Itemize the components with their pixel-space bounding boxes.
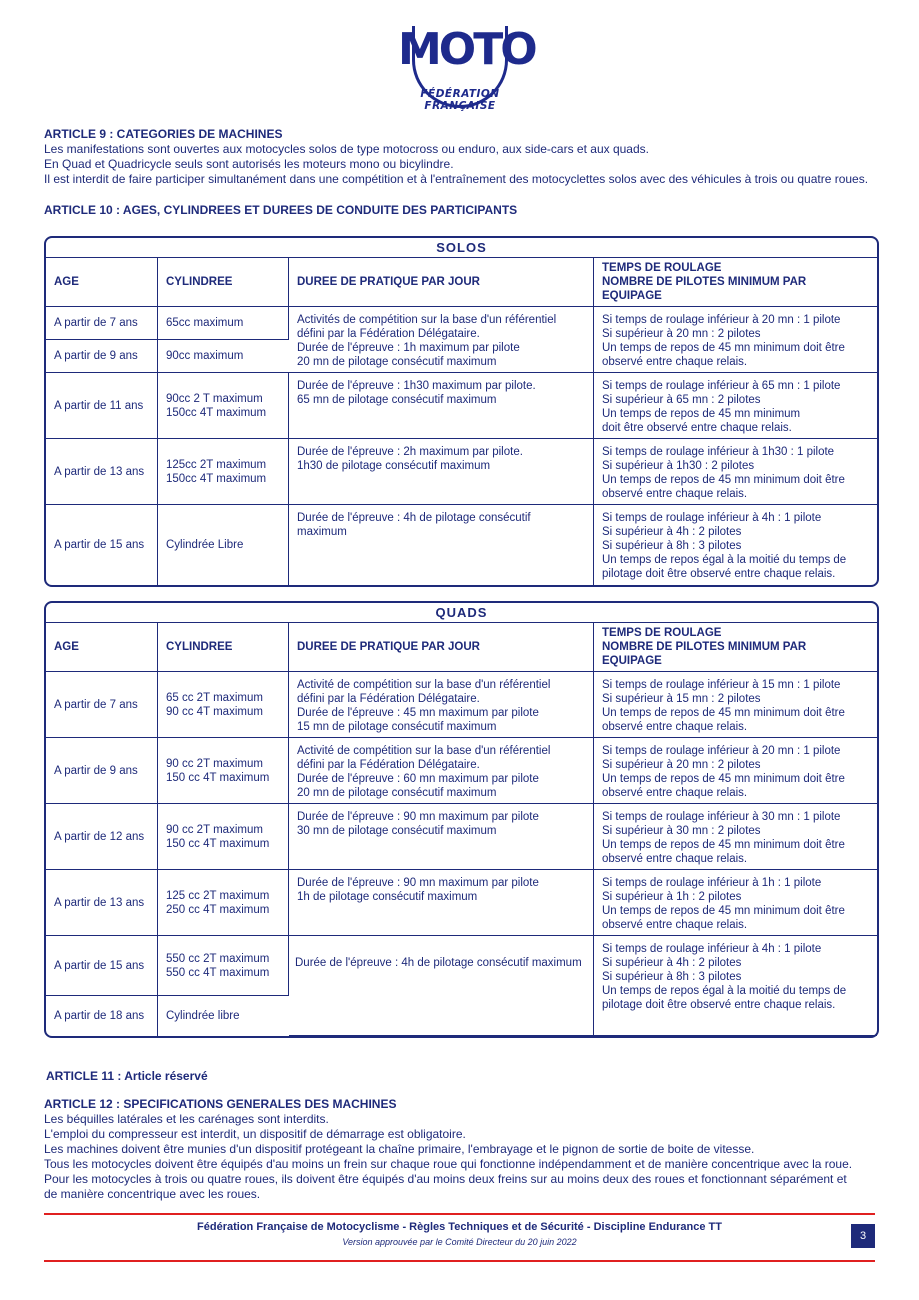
cell-line: Si supérieur à 15 mn : 2 pilotes xyxy=(602,693,761,705)
solos-cyl xyxy=(158,439,289,505)
solos-cyl xyxy=(158,373,289,439)
cell-line: 1h de pilotage consécutif maximum xyxy=(297,891,478,903)
cell-line: Si supérieur à 20 mn : 2 pilotes xyxy=(602,759,761,771)
cell-line: observé entre chaque relais. xyxy=(602,488,748,500)
header-duree: DUREE DE PRATIQUE PAR JOUR xyxy=(289,258,594,307)
cell-line: Si supérieur à 1h30 : 2 pilotes xyxy=(602,460,755,472)
cell-line: observé entre chaque relais. xyxy=(602,853,748,865)
article-12-line: Tous les motocycles doivent être équipés d'au moins un frein sur chaque roue qui fonctionne indépendamment et de manière concentrique avec la roue. xyxy=(44,1157,853,1171)
solos-duree xyxy=(289,439,594,505)
cell-line: observé entre chaque relais. xyxy=(602,919,748,931)
header-temps xyxy=(594,258,877,307)
article-12-title: ARTICLE 12 : SPECIFICATIONS GENERALES DES MACHINES xyxy=(44,1097,397,1111)
cell-line: Si supérieur à 8h : 3 pilotes xyxy=(602,971,742,983)
article-12 xyxy=(44,1097,852,1202)
cell-line: Si temps de roulage inférieur à 15 mn : 1 pilote xyxy=(602,679,841,691)
cell-line: 30 mn de pilotage consécutif maximum xyxy=(297,825,497,837)
solos-age: A partir de 11 ans xyxy=(46,373,158,439)
quads-temps xyxy=(594,738,877,804)
article-11 xyxy=(46,1069,208,1084)
solos-table xyxy=(44,236,879,587)
logo-line2: FRANÇAISE xyxy=(424,100,496,112)
cell-line: 90 cc 2T maximum xyxy=(166,757,263,770)
cell-line: Un temps de repos de 45 mn minimum doit être xyxy=(602,839,845,851)
quads-temps xyxy=(594,870,877,936)
header-temps-line2: NOMBRE DE PILOTES MINIMUM PAR EQUIPAGE xyxy=(602,641,807,667)
cell-line: Durée de l'épreuve : 2h maximum par pilote. xyxy=(297,446,523,458)
quads-temps xyxy=(594,672,877,738)
cell-line: 250 cc 4T maximum xyxy=(166,903,270,916)
cell-line: 65 mn de pilotage consécutif maximum xyxy=(297,394,497,406)
solos-cyl: 90cc maximum xyxy=(158,340,289,373)
cell-line: 125cc 2T maximum xyxy=(166,458,267,471)
cell-line: Un temps de repos de 45 mn minimum doit être xyxy=(602,773,845,785)
cell-line: pilotage doit être observé entre chaque relais. xyxy=(602,999,836,1011)
quads-duree xyxy=(289,738,594,804)
cell-line: 550 cc 2T maximum xyxy=(166,952,270,965)
header-temps xyxy=(594,623,877,672)
quads-age: A partir de 12 ans xyxy=(46,804,158,870)
article-9 xyxy=(44,127,868,187)
quads-cyl xyxy=(158,804,289,870)
cell-line: 550 cc 4T maximum xyxy=(166,966,270,979)
cell-line: Durée de l'épreuve : 1h30 maximum par pilote. xyxy=(297,380,536,392)
article-9-line: En Quad et Quadricycle seuls sont autorisés les moteurs mono ou bicylindre. xyxy=(44,157,454,171)
cell-line: Un temps de repos égal à la moitié du temps de xyxy=(602,554,847,566)
cell-line: Un temps de repos égal à la moitié du temps de xyxy=(602,985,847,997)
footer-subtitle: Version approuvée par le Comité Directeur du 20 juin 2022 xyxy=(342,1237,577,1247)
article-12-line: L'emploi du compresseur est interdit, un dispositif de démarrage est obligatoire. xyxy=(44,1127,466,1141)
cell-line: observé entre chaque relais. xyxy=(602,721,748,733)
quads-cyl: Cylindrée libre xyxy=(166,1010,240,1022)
article-10-title: ARTICLE 10 : AGES, CYLINDREES ET DUREES DE CONDUITE DES PARTICIPANTS xyxy=(44,203,518,217)
quads-age: A partir de 13 ans xyxy=(46,870,158,936)
footer-title: Fédération Française de Motocyclisme - Règles Techniques et de Sécurité - Discipline Endurance TT xyxy=(197,1221,722,1233)
header-temps-line1: TEMPS DE ROULAGE xyxy=(602,262,722,274)
quads-age: A partir de 9 ans xyxy=(46,738,158,804)
cell-line: Si temps de roulage inférieur à 20 mn : 1 pilote xyxy=(602,745,841,757)
quads-temps xyxy=(594,804,877,870)
quads-duree xyxy=(289,936,594,1036)
cell-line: 90 cc 4T maximum xyxy=(166,705,263,718)
cell-line: 150 cc 4T maximum xyxy=(166,771,270,784)
logo-line1: FÉDÉRATION xyxy=(420,88,500,100)
footer-bottom-rule xyxy=(44,1260,875,1262)
article-12-line: Pour les motocycles à trois ou quatre roues, ils doivent être équipés d'au moins deux freins sur au moins deux des roues et fonctionnant séparément et xyxy=(44,1172,847,1186)
cell-line: Si temps de roulage inférieur à 20 mn : 1 pilote xyxy=(602,314,841,326)
quads-age: A partir de 18 ans xyxy=(46,996,158,1036)
cell-line: Durée de l'épreuve : 45 mn maximum par pilote xyxy=(297,707,539,719)
solos-age: A partir de 15 ans xyxy=(46,505,158,585)
cell-line: Un temps de repos de 45 mn minimum doit être xyxy=(602,342,845,354)
quads-duree xyxy=(289,672,594,738)
quads-cyl xyxy=(158,870,289,936)
cell-line: observé entre chaque relais. xyxy=(602,356,748,368)
cell-line: Si temps de roulage inférieur à 1h : 1 pilote xyxy=(602,877,822,889)
cell-line: Durée de l'épreuve : 4h de pilotage consécutif xyxy=(297,512,531,524)
header-cylindree: CYLINDREE xyxy=(158,623,289,672)
cell-line: Durée de l'épreuve : 90 mn maximum par pilote xyxy=(297,811,539,823)
cell-line: Si temps de roulage inférieur à 30 mn : 1 pilote xyxy=(602,811,841,823)
solos-age: A partir de 7 ans xyxy=(46,307,158,340)
article-12-line: de manière concentrique avec les roues. xyxy=(44,1187,261,1201)
ffm-logo xyxy=(398,22,535,112)
cell-line: Si supérieur à 65 mn : 2 pilotes xyxy=(602,394,761,406)
cell-line: 1h30 de pilotage consécutif maximum xyxy=(297,460,491,472)
cell-line: Un temps de repos de 45 mn minimum xyxy=(602,408,801,420)
cell-line: maximum xyxy=(297,526,347,538)
quads-cyl xyxy=(158,738,289,804)
quads-temps xyxy=(594,936,877,1036)
solos-cyl: 65cc maximum xyxy=(158,307,289,340)
header-age: AGE xyxy=(46,258,158,307)
cell-line: Un temps de repos de 45 mn minimum doit être xyxy=(602,474,845,486)
cell-line: 90cc 2 T maximum xyxy=(166,392,263,405)
logo-moto-text: MOTO xyxy=(398,24,535,75)
cell-line: Activités de compétition sur la base d'un référentiel xyxy=(297,314,557,326)
cell-line: Si supérieur à 8h : 3 pilotes xyxy=(602,540,742,552)
cell-line: Si supérieur à 4h : 2 pilotes xyxy=(602,526,742,538)
cell-line: 150 cc 4T maximum xyxy=(166,837,270,850)
cell-line: Si supérieur à 4h : 2 pilotes xyxy=(602,957,742,969)
header-cylindree: CYLINDREE xyxy=(158,258,289,307)
page-number: 3 xyxy=(851,1224,875,1248)
solos-age: A partir de 9 ans xyxy=(46,340,158,373)
cell-line: Durée de l'épreuve : 4h de pilotage consécutif maximum xyxy=(295,957,582,969)
article-9-title: ARTICLE 9 : CATEGORIES DE MACHINES xyxy=(44,127,283,141)
solos-age: A partir de 13 ans xyxy=(46,439,158,505)
cell-line: Si temps de roulage inférieur à 65 mn : 1 pilote xyxy=(602,380,841,392)
cell-line: défini par la Fédération Délégataire. xyxy=(297,759,480,771)
cell-line: doit être observé entre chaque relais. xyxy=(602,422,792,434)
quads-duree xyxy=(289,870,594,936)
quads-caption: QUADS xyxy=(46,603,877,623)
cell-line: Activité de compétition sur la base d'un référentiel xyxy=(297,745,551,757)
solos-duree xyxy=(289,505,594,585)
cell-line: Si supérieur à 1h : 2 pilotes xyxy=(602,891,742,903)
quads-cyl xyxy=(158,936,289,996)
cell-line: Un temps de repos de 45 mn minimum doit être xyxy=(602,905,845,917)
cell-line: Activité de compétition sur la base d'un référentiel xyxy=(297,679,551,691)
cell-line: 150cc 4T maximum xyxy=(166,406,267,419)
cell-line: Si temps de roulage inférieur à 4h : 1 pilote xyxy=(602,512,822,524)
quads-cyl xyxy=(158,672,289,738)
cell-line: pilotage doit être observé entre chaque relais. xyxy=(602,568,836,580)
cell-line: 150cc 4T maximum xyxy=(166,472,267,485)
solos-temps xyxy=(594,307,877,373)
solos-temps xyxy=(594,505,877,585)
article-9-line: Il est interdit de faire participer simultanément dans une compétition et à l'entraînement des motocyclettes solos avec des véhicules à trois ou quatre roues. xyxy=(44,172,869,186)
header-age: AGE xyxy=(46,623,158,672)
cell-line: 90 cc 2T maximum xyxy=(166,823,263,836)
cell-line: Durée de l'épreuve : 1h maximum par pilote xyxy=(297,342,520,354)
solos-caption: SOLOS xyxy=(46,238,877,258)
solos-temps xyxy=(594,439,877,505)
cell-line: défini par la Fédération Délégataire. xyxy=(297,328,480,340)
cell-line: Si temps de roulage inférieur à 1h30 : 1 pilote xyxy=(602,446,835,458)
cell-line: 125 cc 2T maximum xyxy=(166,889,270,902)
cell-line: 20 mn de pilotage consécutif maximum xyxy=(297,356,497,368)
header-temps-line1: TEMPS DE ROULAGE xyxy=(602,627,722,639)
quads-age: A partir de 7 ans xyxy=(46,672,158,738)
header-duree: DUREE DE PRATIQUE PAR JOUR xyxy=(289,623,594,672)
article-12-line: Les machines doivent être munies d'un dispositif protégeant la chaîne primaire, l'embrayage et le pignon de sortie de boite de vitesse. xyxy=(44,1142,755,1156)
header-temps-line2: NOMBRE DE PILOTES MINIMUM PAR EQUIPAGE xyxy=(602,276,807,302)
cell-line: défini par la Fédération Délégataire. xyxy=(297,693,480,705)
cell-line: observé entre chaque relais. xyxy=(602,787,748,799)
cell-line: Si supérieur à 20 mn : 2 pilotes xyxy=(602,328,761,340)
cell-line: 65 cc 2T maximum xyxy=(166,691,263,704)
article-10 xyxy=(44,203,517,218)
solos-duree xyxy=(289,307,594,373)
quads-age: A partir de 15 ans xyxy=(46,936,158,996)
article-11-title: ARTICLE 11 : Article réservé xyxy=(46,1069,208,1083)
footer-top-rule xyxy=(44,1213,875,1215)
cell-line: Durée de l'épreuve : 90 mn maximum par pilote xyxy=(297,877,539,889)
cell-line: Si temps de roulage inférieur à 4h : 1 pilote xyxy=(602,943,822,955)
cell-line: Si supérieur à 30 mn : 2 pilotes xyxy=(602,825,761,837)
quads-duree xyxy=(289,804,594,870)
solos-duree xyxy=(289,373,594,439)
cell-line: Durée de l'épreuve : 60 mn maximum par pilote xyxy=(297,773,539,785)
solos-cyl: Cylindrée Libre xyxy=(158,505,289,585)
cell-line: 20 mn de pilotage consécutif maximum xyxy=(297,787,497,799)
quads-table xyxy=(44,601,879,1038)
cell-line: 15 mn de pilotage consécutif maximum xyxy=(297,721,497,733)
solos-temps xyxy=(594,373,877,439)
cell-line: Un temps de repos de 45 mn minimum doit être xyxy=(602,707,845,719)
article-9-line: Les manifestations sont ouvertes aux motocycles solos de type motocross ou enduro, aux side-cars et aux quads. xyxy=(44,142,649,156)
article-12-line: Les béquilles latérales et les carénages sont interdits. xyxy=(44,1112,329,1126)
